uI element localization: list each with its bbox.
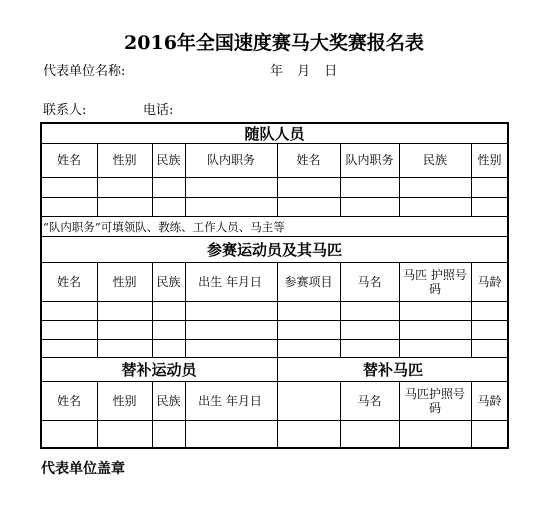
seal-label: 代表单位盖章 <box>41 461 125 477</box>
header-horse-name: 马名 <box>357 393 382 408</box>
header-horse-age: 马龄 <box>477 274 502 289</box>
rule <box>41 197 508 198</box>
col-line <box>277 381 278 448</box>
header-team-role: 队内职务 <box>345 153 394 167</box>
rule <box>41 320 508 321</box>
header-name: 姓名 <box>56 393 81 408</box>
header-gender: 性别 <box>112 393 137 408</box>
header-event: 参赛项目 <box>284 274 333 289</box>
header-ethnicity: 民族 <box>156 393 181 408</box>
header-birthdate: 出生 年月日 <box>198 393 262 408</box>
section-title-athletes: 参赛运动员及其马匹 <box>206 241 342 259</box>
header-passport: 马匹 护照号码 <box>403 267 467 296</box>
header-horse-name: 马名 <box>357 274 382 289</box>
header-horse-age: 马龄 <box>477 393 502 408</box>
header-gender: 性别 <box>112 153 137 167</box>
header-ethnicity: 民族 <box>156 153 181 167</box>
header-birthdate: 出生 年月日 <box>198 274 262 289</box>
header-ethnicity: 民族 <box>422 153 447 167</box>
header-name: 姓名 <box>296 153 321 167</box>
col-line <box>399 381 400 448</box>
header-name: 姓名 <box>56 153 81 167</box>
rule <box>41 301 508 302</box>
date-label: 年 月 日 <box>270 64 338 79</box>
header-gender: 性别 <box>112 274 137 289</box>
unit-label: 代表单位名称: <box>43 64 126 79</box>
header-team-role: 队内职务 <box>206 153 255 167</box>
header-name: 姓名 <box>56 274 81 289</box>
col-line <box>399 262 400 357</box>
rule <box>41 420 508 421</box>
contact-label: 联系人: <box>43 103 87 118</box>
section-title-reserve-athletes: 替补运动员 <box>121 361 197 379</box>
rule <box>41 177 508 178</box>
rule <box>41 216 508 217</box>
section-title-staff: 随队人员 <box>244 124 305 143</box>
header-passport: 马匹护照号码 <box>405 386 466 415</box>
col-line <box>185 262 186 357</box>
rule <box>41 339 508 340</box>
col-line <box>185 381 186 448</box>
form-title: 2016年全国速度赛马大奖赛报名表 <box>124 32 424 54</box>
role-note: “队内职务”可填领队、教练、工作人员、马主等 <box>43 220 285 234</box>
header-gender: 性别 <box>477 153 502 167</box>
section-title-reserve-horses: 替补马匹 <box>362 361 423 379</box>
header-ethnicity: 民族 <box>156 274 181 289</box>
phone-label: 电话: <box>143 103 174 118</box>
